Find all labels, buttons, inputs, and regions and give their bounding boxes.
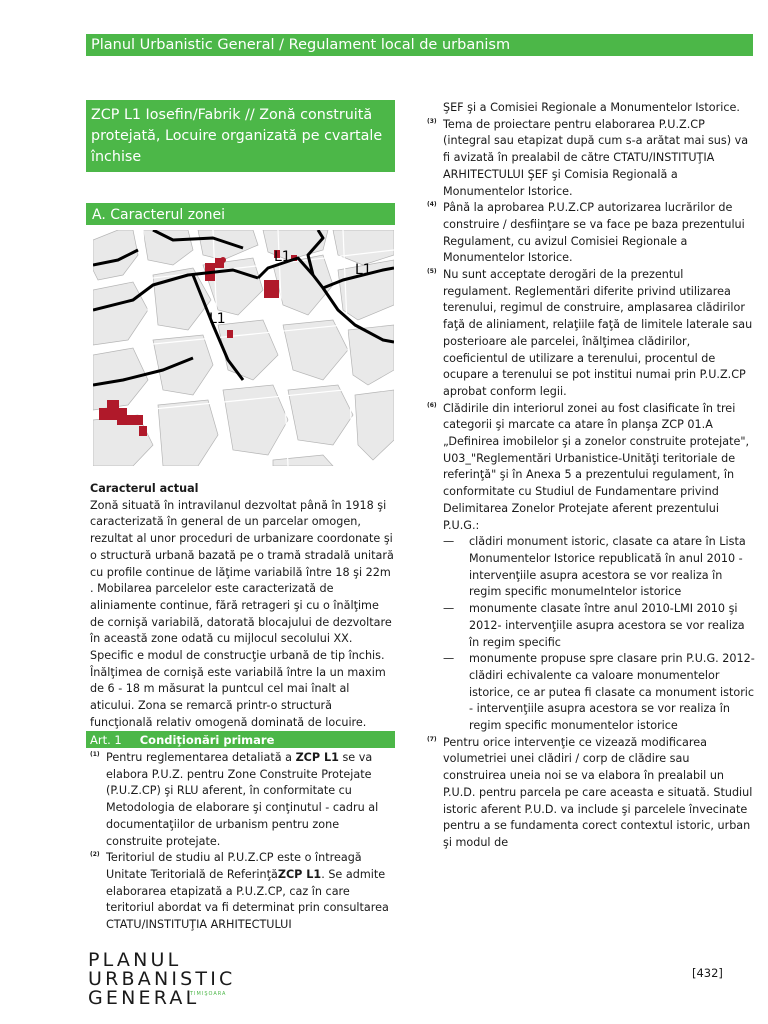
item-text: Teritoriul de studiu al P.U.Z.CP este o întreagă Unitate Teritorială de Referinţă [106,851,362,881]
category-text: monumente clasate între anul 2010-LMI 2010 şi 2012- intervenţiile asupra acestora se vor realiza în regim specific [469,602,745,649]
logo-line: PLANUL [88,949,182,971]
dash-glyph: — [443,602,455,616]
category-item [443,534,755,601]
section-a-heading: A. Caracterul zonei [86,203,395,225]
article-label: Art. 1 [90,733,122,747]
item-number: (5) [427,268,437,276]
list-item [427,735,755,852]
category-text: clădiri monument istoric, clasate ca atare în Lista Monumentelor Istorice republicată în anul 2010 - intervenţiile asupra acestora se vor realiza în regim specific monumeInteIor istorice [469,535,746,599]
list-item [427,117,755,201]
zone-map [93,230,394,466]
page-number: [432] [692,966,723,980]
zone-code: ZCP L1 [295,751,339,764]
item-number: (2) [90,851,100,859]
item-number: (3) [427,117,437,125]
article-items-right [427,100,755,852]
map-label: L1 [209,311,226,327]
map-label: L1 [355,262,372,278]
caracter-actual-title: Caracterul actual [90,482,199,495]
category-text: monumente propuse spre clasare prin P.U.G. 2012-clădiri echivalente ca valoare monumentelor istorice, ce ar putea fi clasate ca monument istoric - intervenţiile asupra acestora se vor realiza în regim specific monumentelor istorice [469,652,755,733]
item-number: (6) [427,401,437,409]
item-number: (4) [427,201,437,209]
pug-logo [88,951,236,1008]
category-item [443,651,755,735]
category-item [443,601,755,651]
article-title: Condiţionări primare [139,733,275,747]
caracter-actual [90,481,395,732]
item-text: Pentru reglementarea detaliată a [106,751,296,764]
item-text: Pentru orice intervenţie ce vizează modificarea volumetriei unei clădiri / corp de clădire sau construirea uneia noi se va elabora în prealabil un P.U.D. pentru parcela pe care aceasta e situată. Studiul istoric aferent P.U.D. va include şi parcelele învecinate pentru a se fundamenta corect contextul istoric, urban şi modul de [443,735,753,849]
item-text: se va elabora P.U.Z. pentru Zone Construite Protejate (P.U.Z.CP) şi RLU aferent, în conformitate cu Metodologia de elaborare şi conţinutul - cadru al documentaţiilor de urbanism pentru zone construite protejate. [106,751,379,848]
item-text: Clădirile din interiorul zonei au fost clasificate în trei categorii şi marcate ca atare în planşa ZCP 01.A „Definirea imobilelor şi a zonelor construite protejate", U03_"Reglementări Urbanistice-Unităţi teritoriale de referinţă" şi în Anexa 5 a prezentului regulament, în conformitate cu Studiul de Fundamentare privind Delimitarea Zonelor Protejate aferent prezentului P.U.G.: [443,401,750,532]
logo-line: URBANISTIC [88,968,236,990]
dash-glyph: — [443,535,455,549]
list-item [427,267,755,401]
map-label: L1 [274,249,291,265]
item-text: . Se admite elaborarea etapizată a P.U.Z.CP, caz în care teritoriul abordat va fi determinat prin consultarea CTATU/INSTITUŢIA ARHITECTULUI [106,867,389,932]
item-text: Nu sunt acceptate derogări de la prezentul regulament. Reglementări diferite privind utilizarea terenului, regimul de construire, amplasarea clădirilor faţă de aliniament, relaţiile faţă de limitele laterale sau posterioare ale parcelei, înălţimea clădirilor, coeficientul de utilizare a terenului, procentul de ocupare a terenului se pot institui numai prin P.U.Z.CP aprobat conform legii. [443,268,753,398]
continued-text: ŞEF şi a Comisiei Regionale a Monumentelor Istorice. [443,101,740,114]
article-items-left [90,750,396,934]
list-item [90,850,396,934]
item-text: Tema de proiectare pentru elaborarea P.U.Z.CP (integral sau etapizat după cum s-a arătat mai sus) va fi avizată în prealabil de către CTATU/INSTITUŢIA ARHITECTULUI ŞEF şi Comisia Regională a Monumentelor Istorice. [443,117,749,198]
item-text: Până la aprobarea P.U.Z.CP autorizarea lucrărilor de construire / desfiinţare se va face pe baza prezentului Regulament, cu avizul Comisiei Regionale a Monumentelor Istorice. [443,201,745,265]
list-item [427,200,755,267]
item-number: (7) [427,735,437,743]
list-item [427,401,755,535]
zone-title: ZCP L1 Iosefin/Fabrik // Zonă construită protejată, Locuire organizată pe cvartale închise [86,100,395,172]
logo-line: GENERAL [88,987,200,1009]
dash-glyph: — [443,652,455,666]
item-number: (1) [90,751,100,758]
list-item [90,750,396,850]
document-header: Planul Urbanistic General / Regulament local de urbanism [86,34,753,56]
category-list [443,534,755,734]
logo-city: TIMIŞOARA [190,991,227,997]
article-heading [86,731,395,748]
zone-code: ZCP L1 [277,867,322,881]
caracter-actual-body: Zonă situată în intravilanul dezvoltat până în 1918 şi caracterizată în general de un parcelar omogen, rezultat al unor proceduri de urbanizare coordonate şi o structură urbană bazată pe o tramă stradală unitară cu profile continue de lăţime variabilă între 18 şi 22m . Mobilarea parcelelor este caracterizată de aliniamente continue, fără retrageri şi cu o înălţime de cornişă variabilă, datorată blocajului de dezvoltare în această zone odată cu mijlocul secolului XX. Specific e modul de construcţie urbană de tip închis. Înălţimea de cornişă este variabilă între la un maxim de 6 - 18 m măsurat la puntcul cel mai înalt al aticului. Zona se remarcă printr-o structură funcţională relativ omogenă dominată de locuire. [90,498,394,729]
